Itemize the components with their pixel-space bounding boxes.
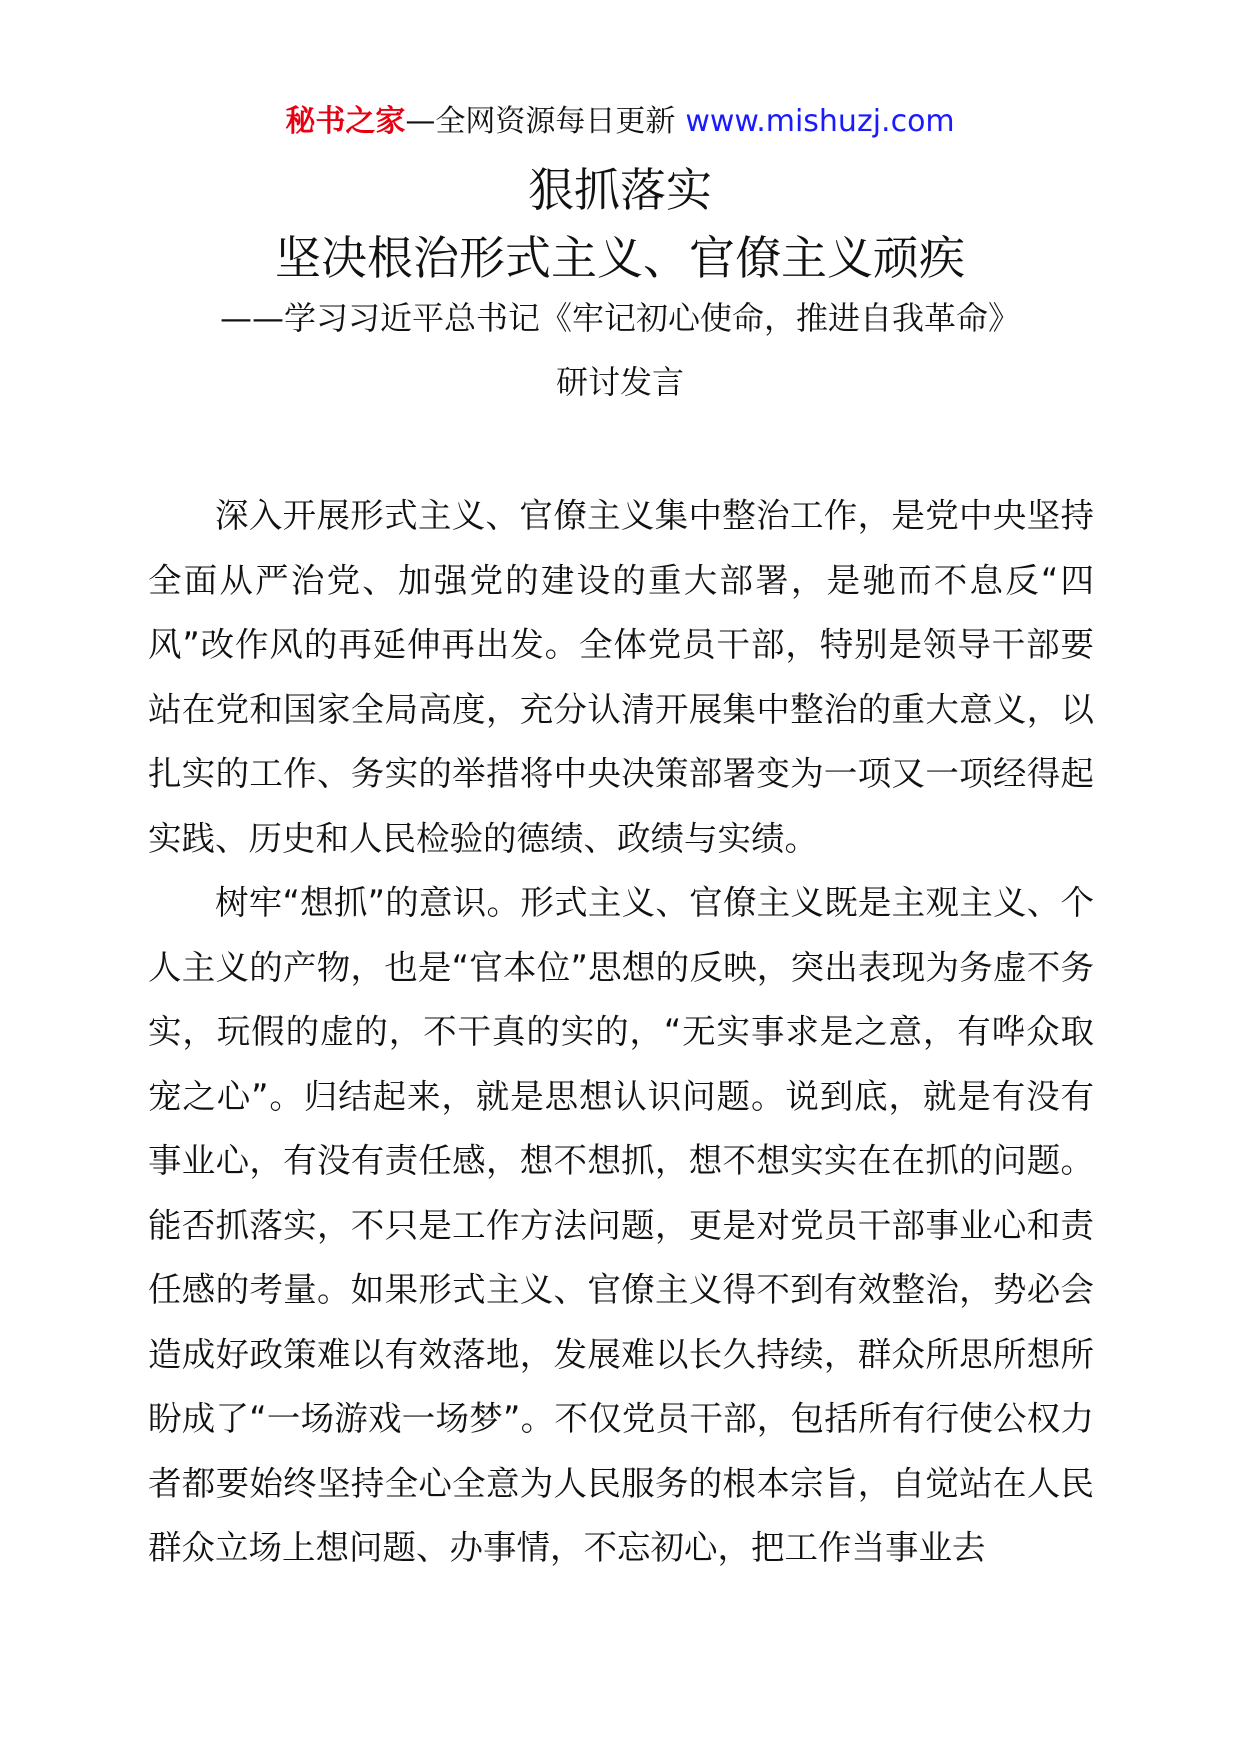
- body-paragraph: 树牢“想抓”的意识。形式主义、官僚主义既是主观主义、个人主义的产物，也是“官本位”思想的反映，突出表现为务虚不务实，玩假的虚的，不干真的实的，“无实事求是之意，有哗众取宠之心”。归结起来，就是思想认识问题。说到底，就是有没有事业心，有没有责任感，想不想抓，想不想实实在在抓的问题。能否抓落实，不只是工作方法问题，更是对党员干部事业心和责任感的考量。如果形式主义、官僚主义得不到有效整治，势必会造成好政策难以有效落地，发展难以长久持续，群众所思所想所盼成了“一场游戏一场梦”。不仅党员干部，包括所有行使公权力者都要始终坚持全心全意为人民服务的根本宗旨，自觉站在人民群众立场上想问题、办事情，不忘初心，把工作当事业去: [148, 883, 1094, 1567]
- document-title-line-2: 坚决根治形式主义、官僚主义顽疾: [275, 231, 965, 285]
- site-url-link[interactable]: www.mishuzj.com: [685, 104, 955, 139]
- brand-name: 秘书之家: [285, 104, 406, 139]
- body-paragraph: 深入开展形式主义、官僚主义集中整治工作，是党中央坚持全面从严治党、加强党的建设的重大部署，是驰而不息反“四风”改作风的再延伸再出发。全体党员干部，特别是领导干部要站在党和国家全局高度，充分认清开展集中整治的重大意义，以扎实的工作、务实的举措将中央决策部署变为一项又一项经得起实践、历史和人民检验的德绩、政绩与实绩。: [148, 496, 1094, 858]
- site-tagline: —全网资源每日更新: [405, 104, 676, 139]
- document-title-line-1: 狠抓落实: [528, 163, 712, 217]
- document-subtitle-line-2: 研讨发言: [555, 363, 684, 401]
- site-header: [0, 100, 1240, 144]
- document-body: [148, 484, 1094, 1581]
- document-subtitle-line-1: ——学习习近平总书记《牢记初心使命，推进自我革命》: [219, 299, 1020, 337]
